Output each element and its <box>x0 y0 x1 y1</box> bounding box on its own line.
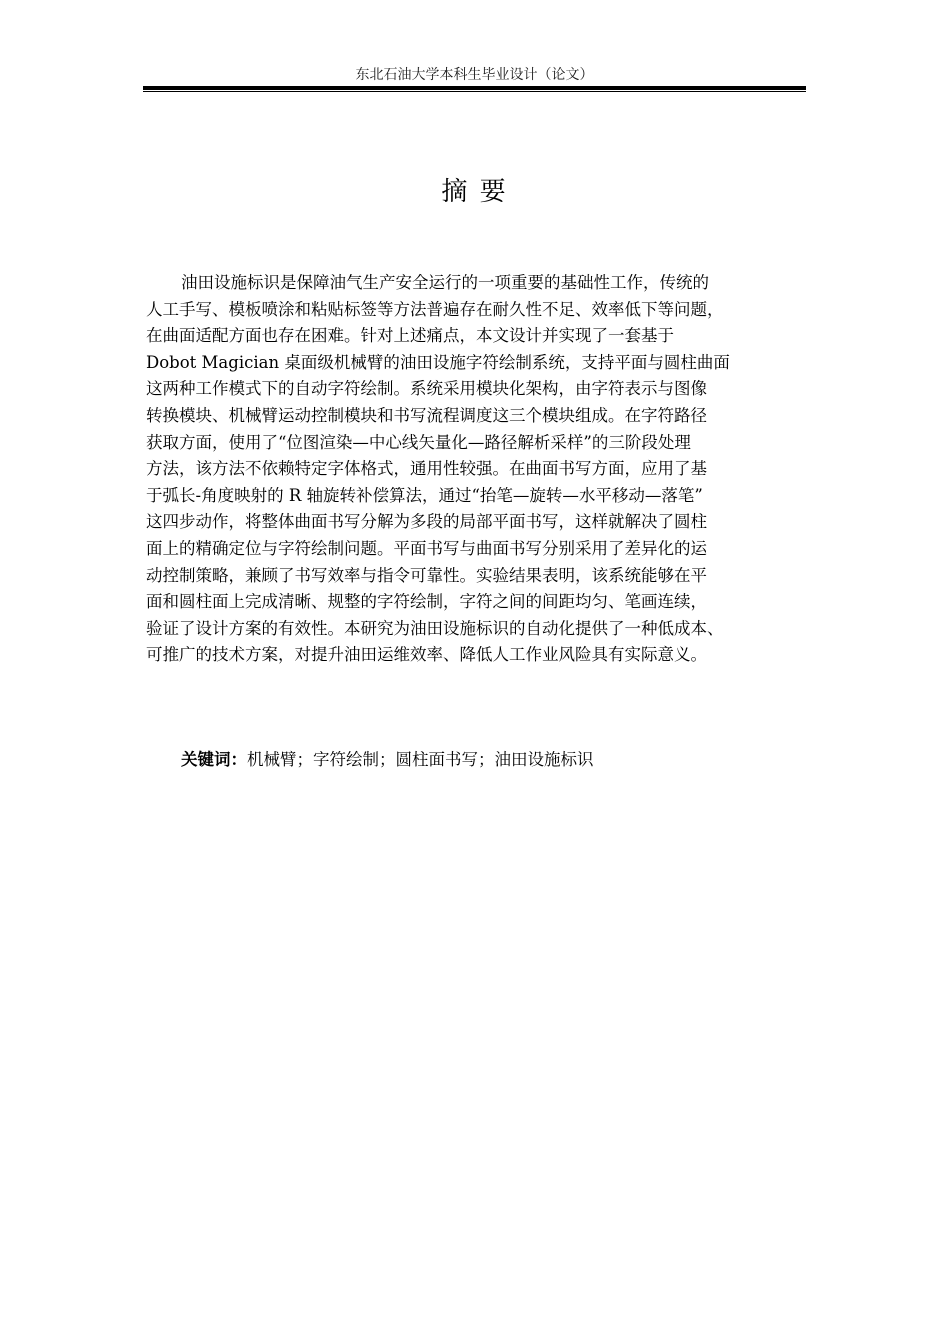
abstract-line: 方法，该方法不依赖特定字体格式，通用性较强。在曲面书写方面，应用了基 <box>146 459 707 479</box>
abstract-line: 动控制策略，兼顾了书写效率与指令可靠性。实验结果表明，该系统能够在平 <box>146 565 707 585</box>
abstract-line: 这两种工作模式下的自动字符绘制。系统采用模块化架构，由字符表示与图像 <box>146 379 707 399</box>
keywords <box>181 746 594 774</box>
abstract-line: 人工手写、模板喷涂和粘贴标签等方法普遍存在耐久性不足、效率低下等问题， <box>146 299 724 319</box>
page-title: 摘 要 <box>441 177 508 207</box>
abstract-line: 面上的精确定位与字符绘制问题。平面书写与曲面书写分别采用了差异化的运 <box>146 538 707 558</box>
abstract-line: 这四步动作，将整体曲面书写分解为多段的局部平面书写，这样就解决了圆柱 <box>146 512 707 532</box>
abstract-line: 于弧长-角度映射的 R 轴旋转补偿算法，通过“抬笔—旋转—水平移动—落笔” <box>146 485 703 505</box>
page-header: 东北石油大学本科生毕业设计（论文） <box>355 67 594 83</box>
abstract-line: 面和圆柱面上完成清晰、规整的字符绘制，字符之间的间距均匀、笔画连续， <box>146 592 707 612</box>
abstract-line: 油田设施标识是保障油气生产安全运行的一项重要的基础性工作，传统的 <box>181 273 709 292</box>
abstract-line: 获取方面，使用了“位图渲染—中心线矢量化—路径解析采样”的三阶段处理 <box>146 432 691 452</box>
abstract-line: 可推广的技术方案，对提升油田运维效率、降低人工作业风险具有实际意义。 <box>146 645 707 665</box>
keywords-label: 关键词： <box>181 750 247 769</box>
header-rule-thick <box>143 86 806 90</box>
abstract-line: Dobot Magician 桌面级机械臂的油田设施字符绘制系统，支持平面与圆柱曲面 <box>146 352 730 372</box>
abstract-line: 转换模块、机械臂运动控制模块和书写流程调度这三个模块组成。在字符路径 <box>146 405 707 425</box>
abstract-line: 验证了设计方案的有效性。本研究为油田设施标识的自动化提供了一种低成本、 <box>146 618 724 638</box>
header-rule-thin <box>143 91 806 92</box>
keywords-text: 机械臂；字符绘制；圆柱面书写；油田设施标识 <box>247 750 594 769</box>
abstract-line: 在曲面适配方面也存在困难。针对上述痛点，本文设计并实现了一套基于 <box>146 326 674 346</box>
abstract-body <box>146 270 818 669</box>
